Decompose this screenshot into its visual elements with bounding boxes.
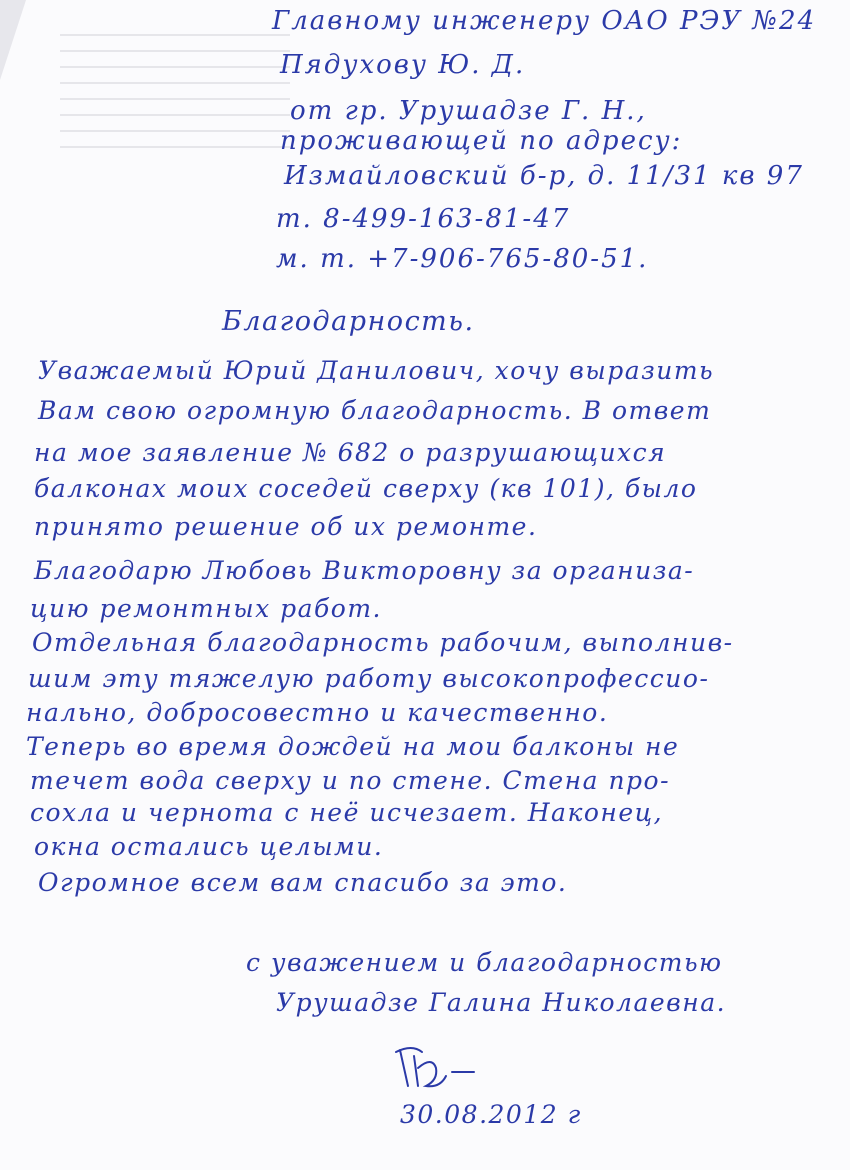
address-line: Измайловский б-р, д. 11/31 кв 97	[284, 161, 804, 191]
closing-phrase: с уважением и благодарностью	[246, 948, 723, 977]
letter-date: 30.08.2012 г	[400, 1100, 582, 1129]
body-line: балконах моих соседей сверху (кв 101), было	[34, 474, 698, 503]
body-line: окна остались целыми.	[34, 832, 384, 861]
body-line: Теперь во время дождей на мои балконы не	[26, 732, 680, 761]
body-line: Огромное всем вам спасибо за это.	[38, 868, 568, 897]
mobile-phone-line: м. т. +7-906-765-80-51.	[276, 244, 649, 274]
body-line: цию ремонтных работ.	[30, 594, 382, 623]
folded-corner	[0, 0, 26, 80]
body-line: Благодарю Любовь Викторовну за организа-	[34, 556, 695, 585]
author-name: Урушадзе Галина Николаевна.	[276, 988, 727, 1017]
addressee-line: Главному инженеру ОАО РЭУ №24	[272, 6, 817, 36]
sender-line: от гр. Урушадзе Г. Н.,	[290, 96, 647, 126]
phone-line: т. 8-499-163-81-47	[276, 204, 571, 234]
body-line: на мое заявление № 682 о разрушающихся	[34, 438, 667, 467]
body-line: сохла и чернота с неё исчезает. Наконец,	[30, 798, 664, 827]
body-line: принято решение об их ремонте.	[34, 512, 538, 541]
addressee-name: Пядухову Ю. Д.	[280, 50, 526, 80]
body-line: Вам свою огромную благодарность. В ответ	[38, 396, 712, 425]
letter-title: Благодарность.	[222, 306, 475, 337]
body-line: нально, добросовестно и качественно.	[26, 698, 609, 727]
body-line: шим эту тяжелую работу высокопрофессио-	[28, 664, 710, 693]
handwritten-signature	[392, 1042, 482, 1094]
address-intro: проживающей по адресу:	[280, 126, 683, 156]
body-line: течет вода сверху и по стене. Стена про-	[30, 766, 671, 795]
body-line: Уважаемый Юрий Данилович, хочу выразить	[38, 356, 715, 385]
bleed-through-marks	[60, 20, 290, 270]
body-line: Отдельная благодарность рабочим, выполнив-	[32, 628, 734, 657]
